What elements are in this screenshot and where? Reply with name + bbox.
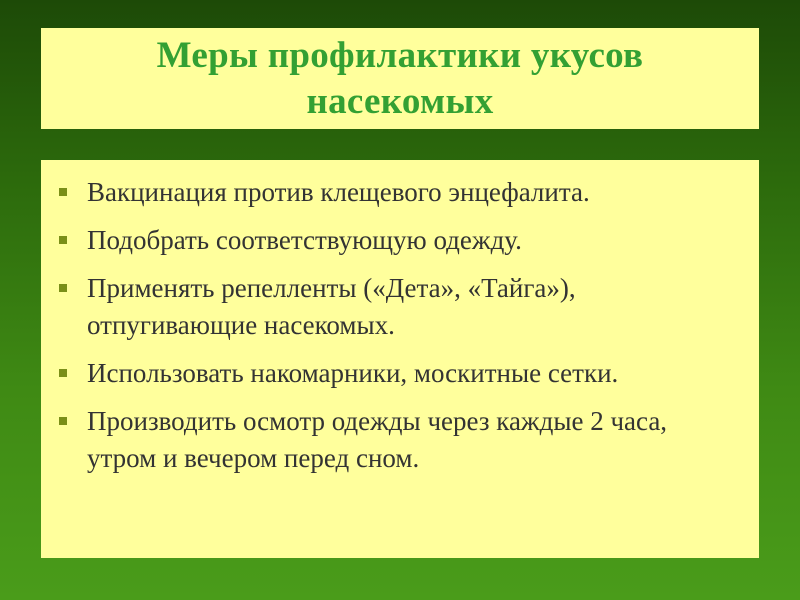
title-box: [41, 28, 759, 129]
bullet-item: [79, 174, 739, 211]
square-bullet-icon: [59, 236, 67, 244]
bullet-text: Вакцинация против клещевого энцефалита.: [87, 177, 590, 207]
square-bullet-icon: [59, 417, 67, 425]
content-box: [41, 160, 759, 558]
square-bullet-icon: [59, 188, 67, 196]
bullet-text: Подобрать соответствующую одежду.: [87, 225, 522, 255]
bullet-text: Производить осмотр одежды через каждые 2 часа, утром и вечером перед сном.: [87, 406, 668, 473]
bullet-text: Применять репелленты («Дета», «Тайга»), отпугивающие насекомых.: [87, 273, 576, 340]
slide-title: Меры профилактики укусов насекомых: [156, 34, 644, 122]
bullet-item: [79, 403, 739, 477]
bullet-item: [79, 355, 739, 392]
bullet-text: Использовать накомарники, москитные сетки.: [87, 358, 619, 388]
bullet-list: [79, 174, 739, 477]
bullet-item: [79, 222, 739, 259]
square-bullet-icon: [59, 369, 67, 377]
bullet-item: [79, 270, 739, 344]
square-bullet-icon: [59, 284, 67, 292]
